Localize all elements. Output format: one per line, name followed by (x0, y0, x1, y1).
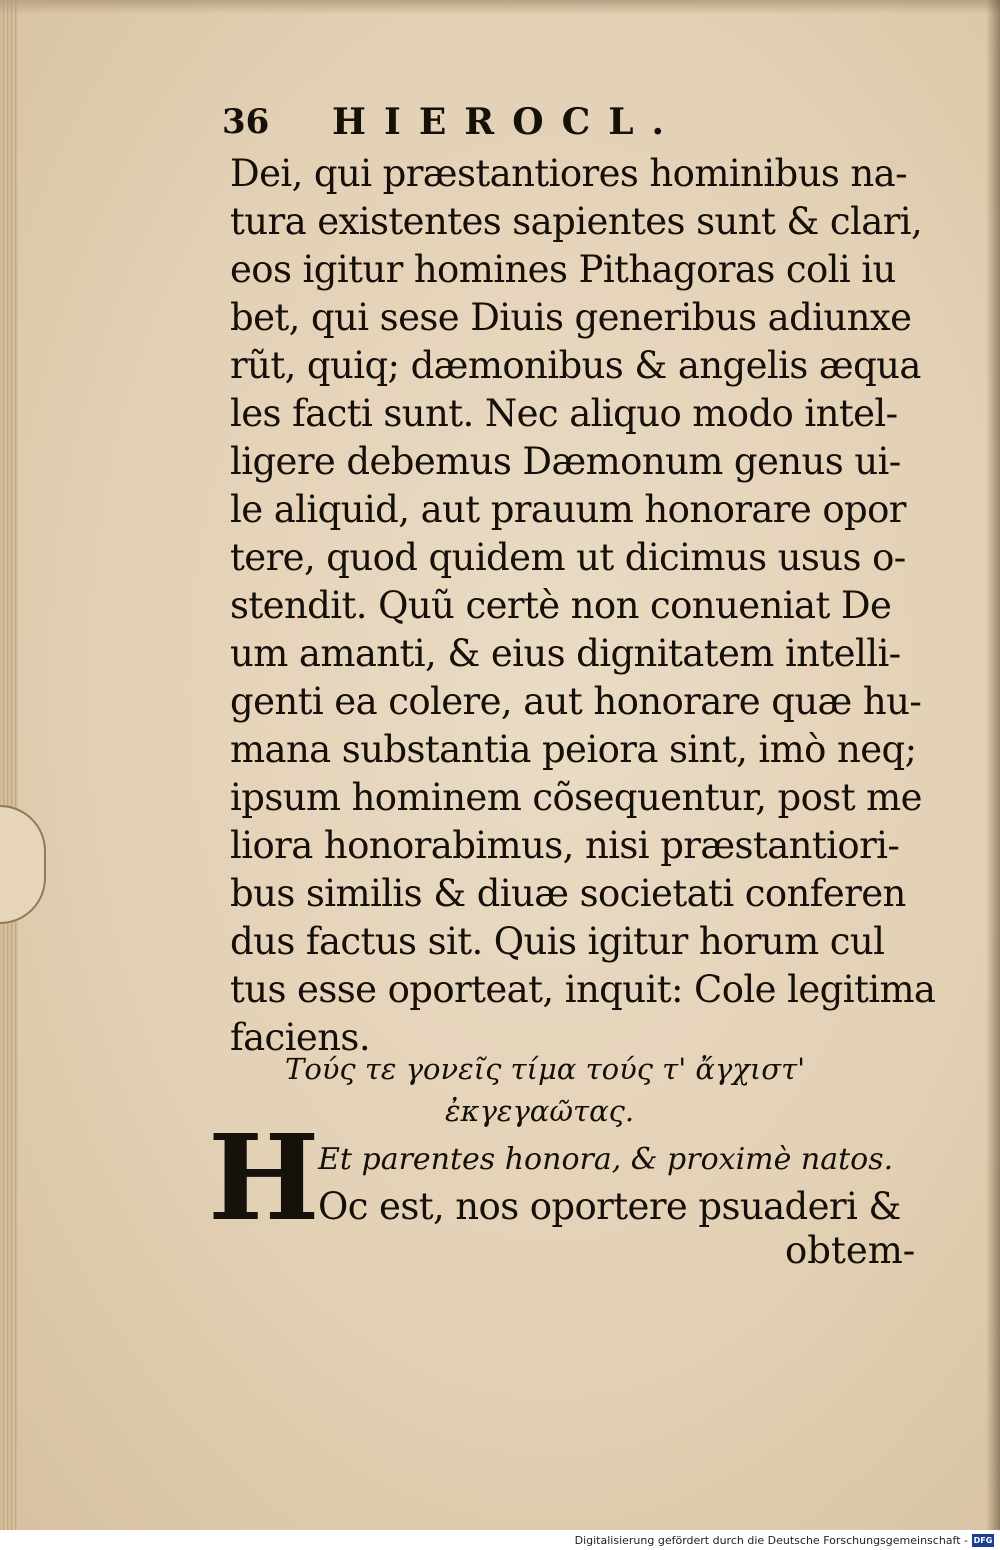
running-title: HIEROCL. (332, 101, 683, 143)
funding-notice: Digitalisierung gefördert durch die Deutsche Forschungsgemeinschaft - (574, 1533, 968, 1547)
page-top-edge (0, 0, 1000, 14)
footer-bar (0, 1530, 1000, 1550)
text-line: mana substantia peiora sint, imò neq; (230, 728, 917, 771)
page-tab-marker (0, 805, 46, 924)
text-line: bet, qui sese Diuis generibus adiunxe (230, 296, 912, 339)
page-edges (0, 0, 18, 1530)
text-line: um amanti, & eius dignitatem intelli- (230, 632, 901, 675)
text-line: tus esse oporteat, inquit: Cole legitima (230, 968, 936, 1011)
text-line: le aliquid, aut prauum honorare opor (230, 488, 906, 531)
greek-verse-line: Τούς τε γονεῖς τίμα τούς τ' ἄγχιστ' (285, 1052, 806, 1086)
greek-verse (285, 1048, 905, 1132)
text-line: dus factus sit. Quis igitur horum cul (230, 920, 885, 963)
latin-translation: Et parentes honora, & proximè natos. (318, 1142, 894, 1177)
text-line: stendit. Quũ certè non conueniat De (230, 584, 892, 627)
main-text-block (230, 150, 936, 1062)
text-line: liora honorabimus, nisi præstantiori- (230, 824, 900, 867)
greek-verse-line: ἐκγεγαῶτας. (445, 1094, 635, 1128)
catchword: obtem- (785, 1229, 916, 1272)
text-line: Dei, qui præstantiores hominibus na- (230, 152, 907, 195)
folio-number: 36 (222, 102, 270, 142)
text-line: les facti sunt. Nec aliquo modo intel- (230, 392, 898, 435)
commentary-block (318, 1138, 913, 1232)
text-line: rũt, quiq; dæmonibus & angelis æqua (230, 344, 921, 387)
text-line: tura existentes sapientes sunt & clari, (230, 200, 923, 243)
text-line: tere, quod quidem ut dicimus usus o- (230, 536, 906, 579)
text-line: ipsum hominem cõsequentur, post me (230, 776, 922, 819)
running-head (222, 92, 912, 152)
drop-cap-initial: H (208, 1108, 320, 1247)
dfg-logo: DFG (973, 1535, 993, 1545)
text-line: bus similis & diuæ societati conferen (230, 872, 906, 915)
commentary-line: Oc est, nos oportere psuaderi & (318, 1185, 901, 1228)
text-line: ligere debemus Dæmonum genus ui- (230, 440, 901, 483)
text-line: genti ea colere, aut honorare quæ hu- (230, 680, 922, 723)
gutter-shadow (986, 0, 1000, 1530)
text-line: eos igitur homines Pithagoras coli iu (230, 248, 896, 291)
text-line: faciens. (230, 1016, 370, 1059)
